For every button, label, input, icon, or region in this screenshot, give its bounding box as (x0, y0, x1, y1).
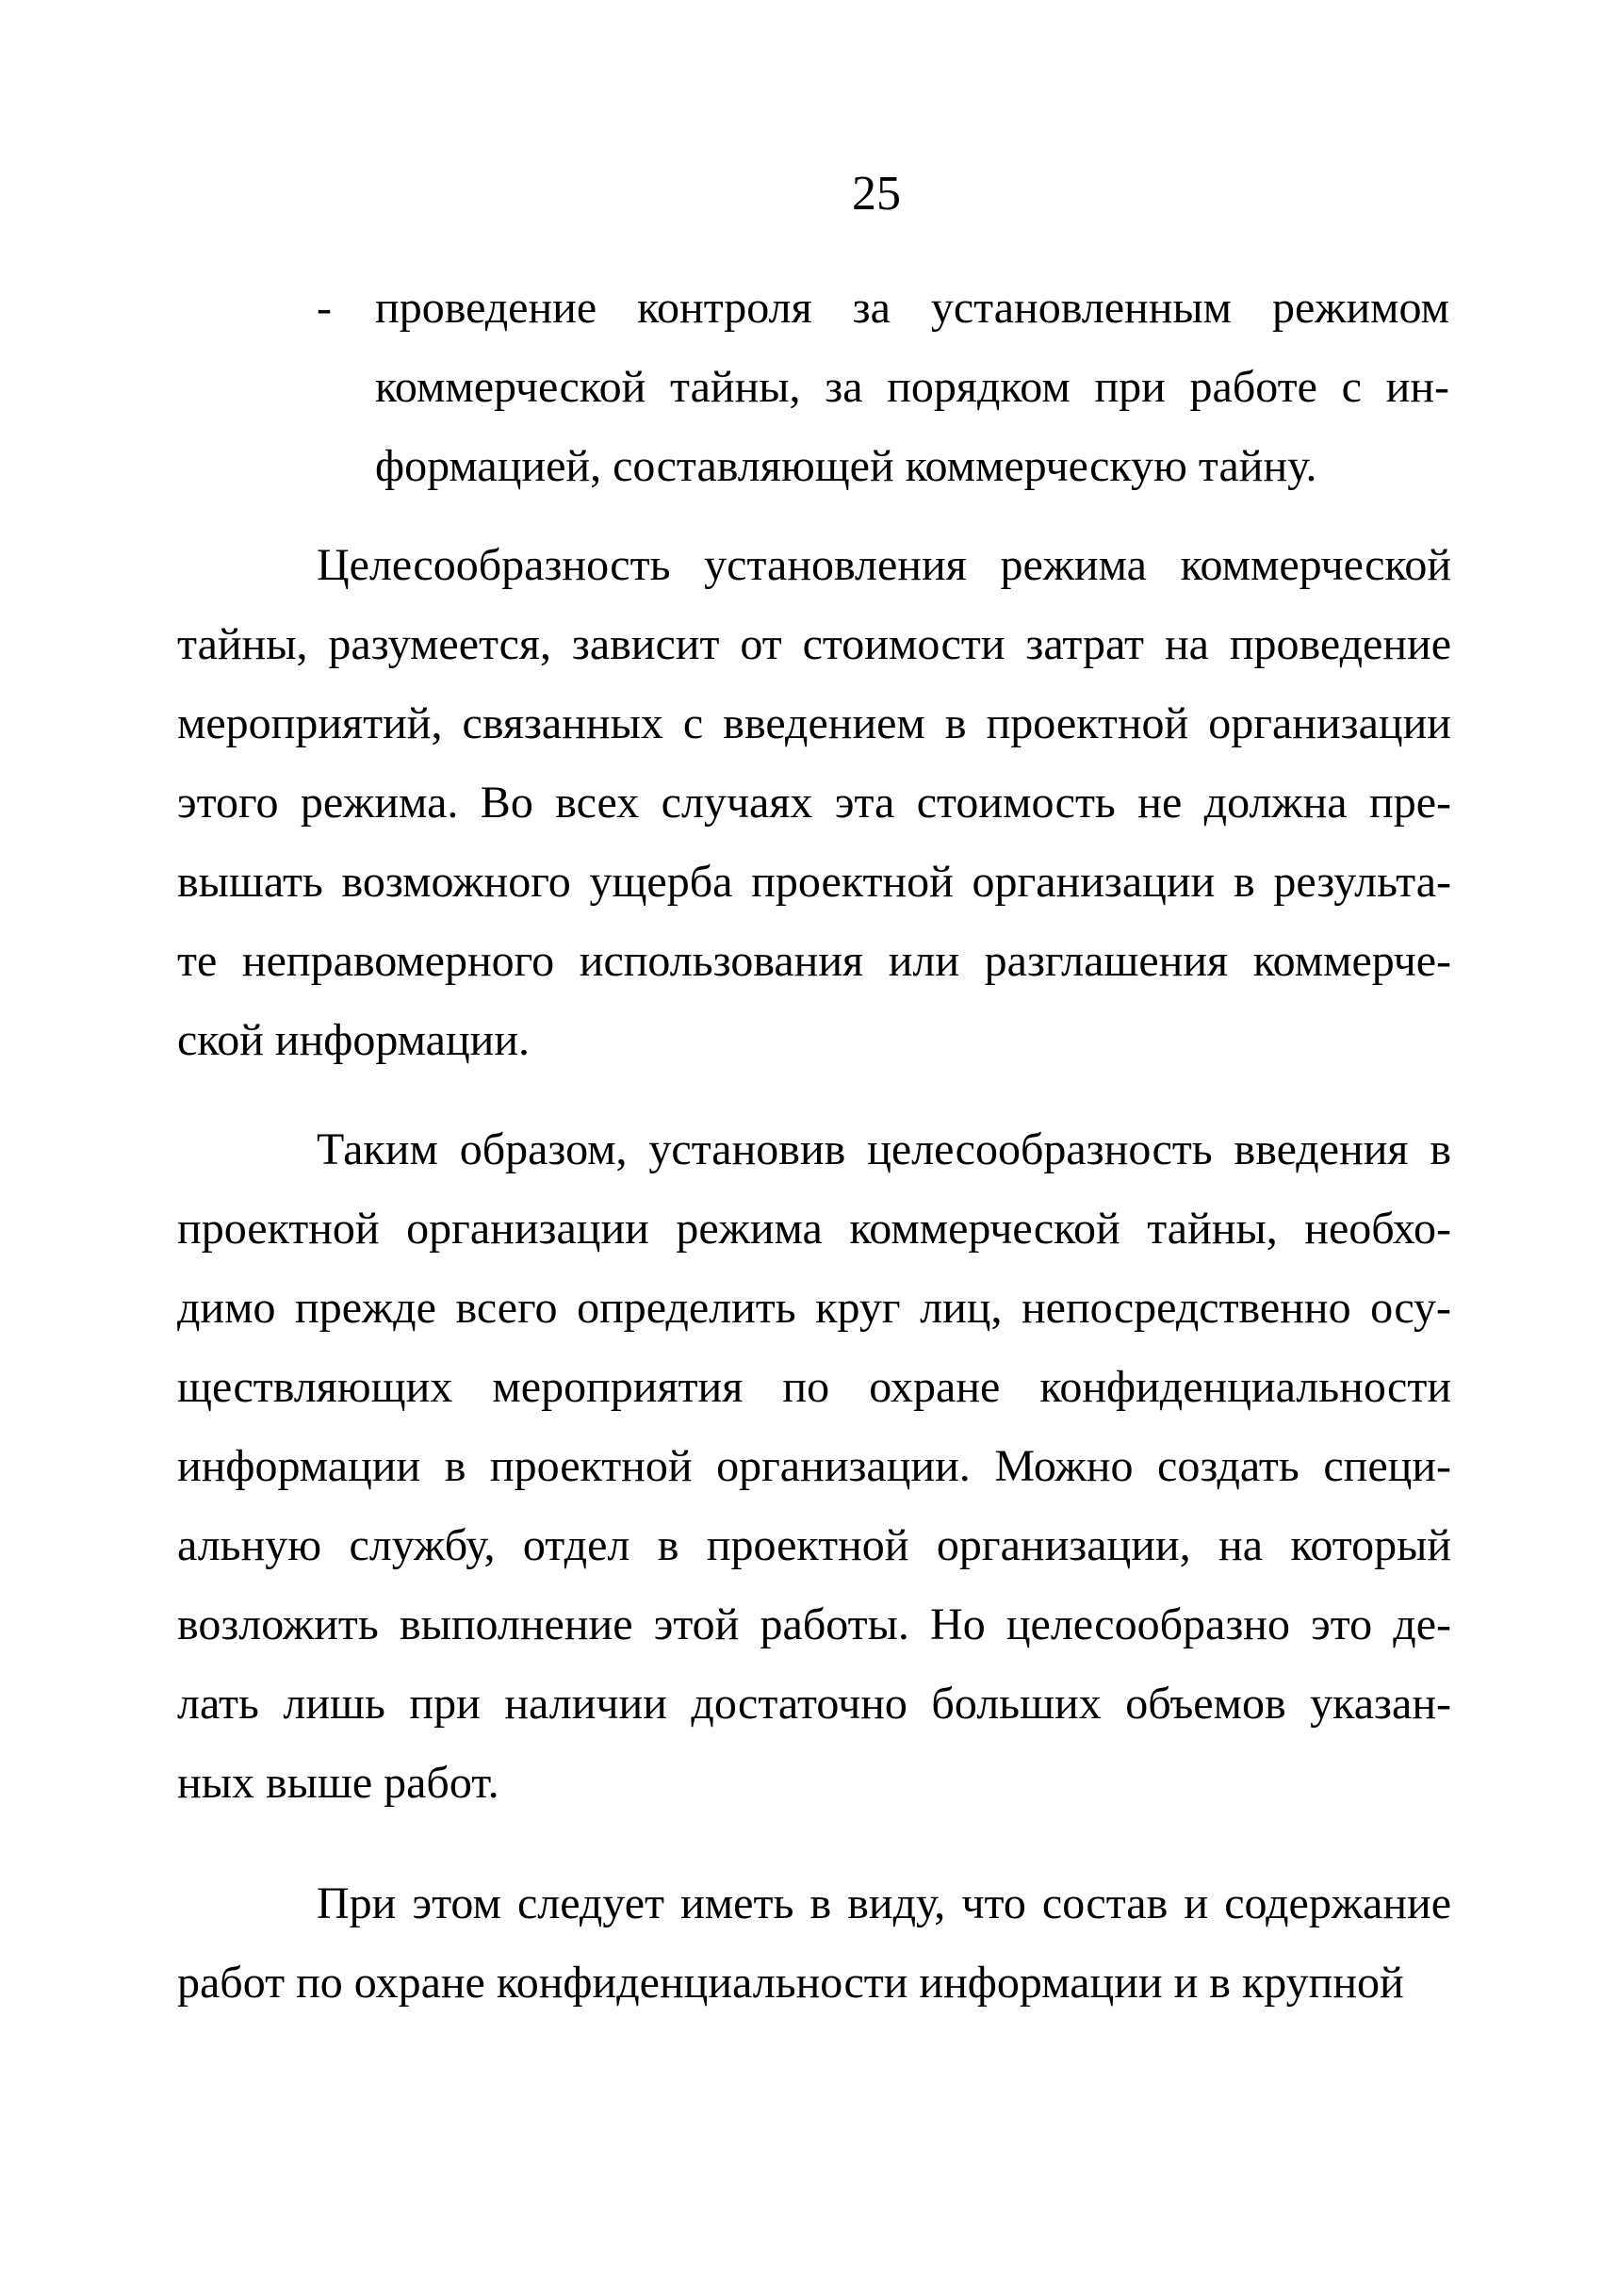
paragraph-expediency (177, 526, 1451, 1080)
text-line: работ по охране конфиденциальности информации и в крупной (177, 1958, 1404, 2008)
bullet-item (375, 269, 1449, 506)
text-line: этого режима. Во всех случаях эта стоимость не должна пре- (177, 778, 1451, 828)
text-line: вышать возможного ущерба проектной организации в результа- (177, 857, 1451, 907)
text-line: Целесообразность установления режима коммерческой (317, 540, 1451, 590)
text-line: информации в проектной организации. Можно создать специ- (177, 1441, 1451, 1491)
text-line: При этом следует иметь в виду, что состав и содержание (317, 1878, 1451, 1928)
text-line: проведение контроля за установленным режимом (375, 283, 1449, 333)
text-line: ществляющих мероприятия по охране конфиденциальности (177, 1362, 1451, 1412)
text-line: ных выше работ. (177, 1758, 499, 1808)
bullet-marker: - (317, 283, 332, 333)
page-number: 25 (852, 167, 901, 221)
paragraph-thus (177, 1110, 1451, 1823)
text-line: проектной организации режима коммерческой тайны, необхо- (177, 1204, 1451, 1254)
paragraph-note (177, 1864, 1451, 2023)
text-line: формацией, составляющей коммерческую тайну. (375, 441, 1317, 491)
text-line: Таким образом, установив целесообразность введения в (317, 1124, 1451, 1174)
text-line: альную службу, отдел в проектной организации, на который (177, 1520, 1451, 1570)
text-line: возложить выполнение этой работы. Но целесообразно это де- (177, 1599, 1451, 1649)
text-line: те неправомерного использования или разглашения коммерче- (177, 936, 1451, 986)
text-line: димо прежде всего определить круг лиц, непосредственно осу- (177, 1283, 1451, 1333)
text-line: ской информации. (177, 1015, 531, 1065)
text-line: мероприятий, связанных с введением в проектной организации (177, 698, 1451, 748)
text-line: коммерческой тайны, за порядком при работе с ин- (375, 362, 1449, 412)
text-line: лать лишь при наличии достаточно больших объемов указан- (177, 1679, 1451, 1729)
text-line: тайны, разумеется, зависит от стоимости затрат на проведение (177, 619, 1451, 669)
